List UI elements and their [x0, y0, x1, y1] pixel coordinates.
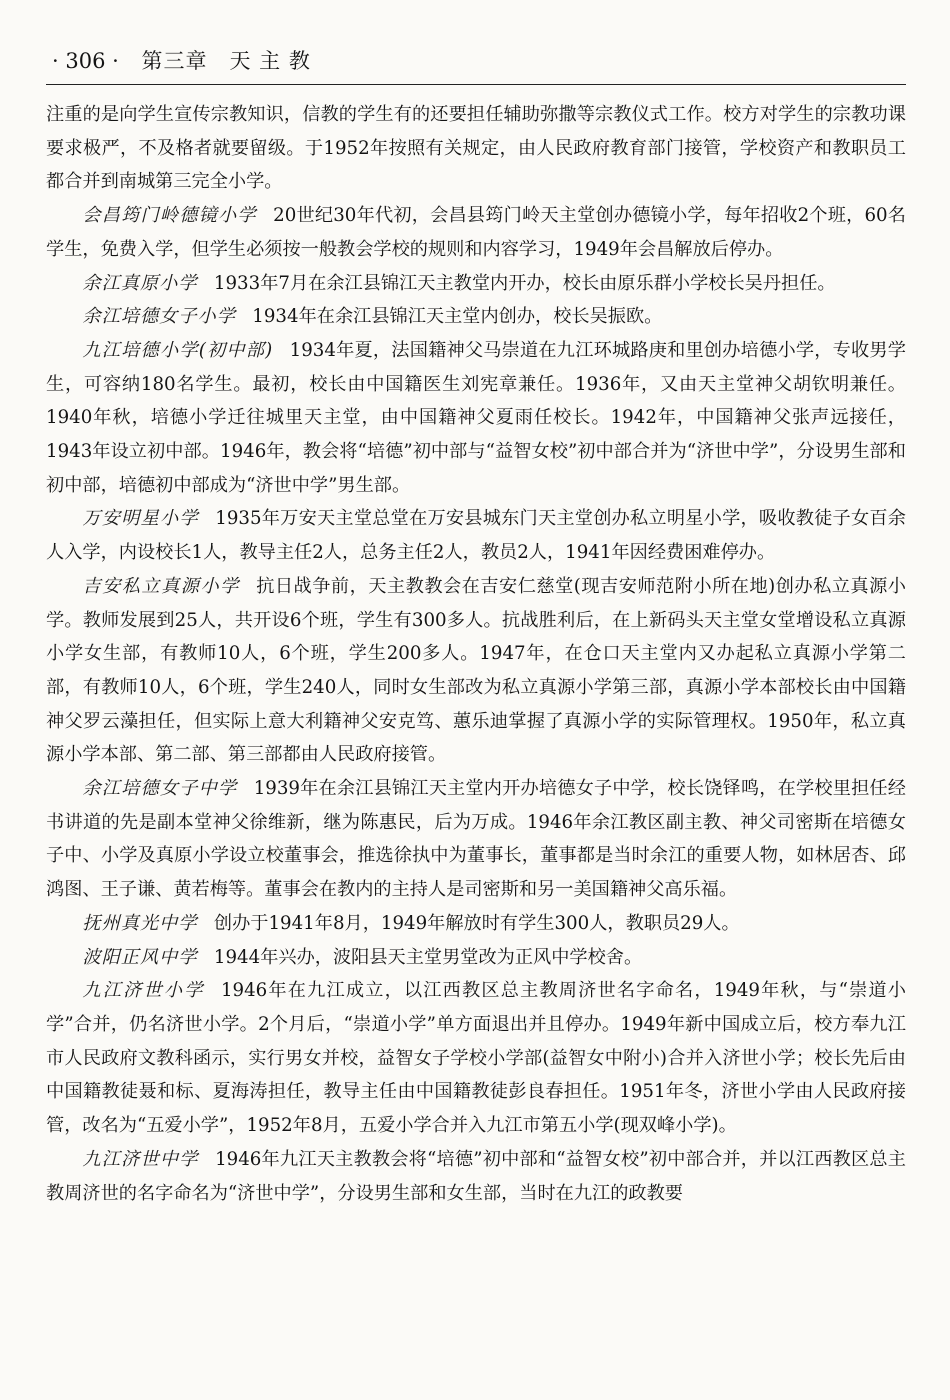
entry-wanan-mingxing [46, 502, 906, 569]
entry-title: 九江济世小学 [82, 980, 205, 1002]
entry-title: 万安明星小学 [82, 508, 199, 530]
entry-title: 会昌筠门岭德镜小学 [82, 205, 257, 227]
entry-dejing-school [46, 199, 906, 266]
entry-title: 吉安私立真源小学 [82, 575, 240, 597]
entry-peide-girls-middle [46, 772, 906, 907]
entry-text: 1944年兴办，波阳县天主堂男堂改为正风中学校舍。 [213, 946, 643, 968]
entry-jian-zhenyuan [46, 570, 906, 772]
entry-fuzhou-zhenguang [46, 907, 906, 941]
entry-peide-girls-primary [46, 300, 906, 334]
page-number: · 306 · [52, 49, 119, 73]
entry-text: 1934年夏，法国籍神父马崇道在九江环城路庚和里创办培德小学，专收男学生，可容纳180名学生。最初，校长由中国籍医生刘宪章兼任。1936年，又由天主堂神父胡钦明兼任。1940年秋，培德小学迁往城里天主堂，由中国籍神父夏雨任校长。1942年，中国籍神父张声远接任，1943年设立初中部。1946年，教会将“培德”初中部与“益智女校”初中部合并为“济世中学”，分设男生部和初中部，培德初中部成为“济世中学”男生部。 [46, 339, 906, 496]
entry-jiujiang-peide [46, 334, 906, 503]
entry-title: 余江培德女子小学 [82, 306, 236, 328]
entry-text: 1946年在九江成立，以江西教区总主教周济世名字命名，1949年秋，与“崇道小学”合并，仍名济世小学。2个月后，“崇道小学”单方面退出并且停办。1949年新中国成立后，校方奉九江市人民政府文教科函示，实行男女并校，益智女子学校小学部(益智女中附小)合并入济世小学；校长先后由中国籍教徒聂和标、夏海涛担任，教导主任由中国籍教徒彭良春担任。1951年冬，济世小学由人民政府接管，改名为“五爱小学”，1952年8月，五爱小学合并入九江市第五小学(现双峰小学)。 [46, 980, 906, 1137]
entry-text: 1939年在余江县锦江天主堂内开办培德女子中学，校长饶铎鸣，在学校里担任经书讲道的先是副本堂神父徐维新，继为陈惠民，后为万成。1946年余江教区副主教、神父司密斯在培德女子中、小学及真原小学设立校董事会，推选徐执中为董事长，董事都是当时余江的重要人物，如林居杏、邱鸿图、王子谦、黄若梅等。董事会在教内的主持人是司密斯和另一美国籍神父高乐福。 [46, 778, 906, 901]
entry-title: 九江培德小学(初中部) [82, 339, 274, 361]
entry-title: 抚州真光中学 [82, 912, 198, 934]
entry-text: 1933年7月在余江县锦江天主教堂内开办，校长由原乐群小学校长吴丹担任。 [213, 272, 836, 294]
entry-boyang-zhengfeng [46, 941, 906, 975]
entry-title: 九江济世中学 [82, 1148, 199, 1170]
entry-text: 1934年在余江县锦江天主堂内创办，校长吴振欧。 [252, 306, 663, 328]
paragraph-text: 注重的是向学生宣传宗教知识，信教的学生有的还要担任辅助弥撒等宗教仪式工作。校方对学生的宗教功课要求极严，不及格者就要留级。于1952年按照有关规定，由人民政府教育部门接管，学校资产和教职员工都合并到南城第三完全小学。 [46, 104, 906, 193]
entry-title: 余江真原小学 [82, 272, 198, 294]
entry-text: 1935年万安天主堂总堂在万安县城东门天主堂创办私立明星小学，吸收教徒子女百余人入学，内设校长1人，教导主任2人，总务主任2人，教员2人，1941年因经费困难停办。 [46, 508, 906, 564]
body-text [46, 98, 906, 1210]
entry-text: 创办于1941年8月，1949年解放时有学生300人，教职员29人。 [213, 912, 740, 934]
entry-title: 波阳正风中学 [82, 946, 198, 968]
entry-jiujiang-jishi-middle [46, 1143, 906, 1210]
paragraph-continuation [46, 98, 906, 199]
entry-title: 余江培德女子中学 [82, 778, 238, 800]
entry-text: 20世纪30年代初，会昌县筠门岭天主堂创办德镜小学，每年招收2个班，60名学生，免费入学，但学生必须按一般教会学校的规则和内容学习，1949年会昌解放后停办。 [46, 205, 906, 260]
running-header [46, 44, 906, 85]
entry-jiujiang-jishi-primary [46, 974, 906, 1143]
entry-text: 抗日战争前，天主教教会在吉安仁慈堂(现吉安师范附小所在地)创办私立真源小学。教师发展到25人，共开设6个班，学生有300多人。抗战胜利后，在上新码头天主堂女堂增设私立真源小学女生部，有教师10人，6个班，学生200多人。1947年，在仓口天主堂内又办起私立真源小学第二部，有教师10人，6个班，学生240人，同时女生部改为私立真源小学第三部，真源小学本部校长由中国籍神父罗云藻担任，但实际上意大利籍神父安克笃、蕙乐迪掌握了真源小学的实际管理权。1950年，私立真源小学本部、第二部、第三部都由人民政府接管。 [46, 575, 906, 766]
chapter-title: 第三章 天 主 教 [141, 49, 311, 73]
entry-text: 1946年九江天主教教会将“培德”初中部和“益智女校”初中部合并，并以江西教区总主教周济世的名字命名为“济世中学”，分设男生部和女生部，当时在九江的政教要 [46, 1148, 906, 1204]
entry-zhenyuan-school [46, 267, 906, 301]
